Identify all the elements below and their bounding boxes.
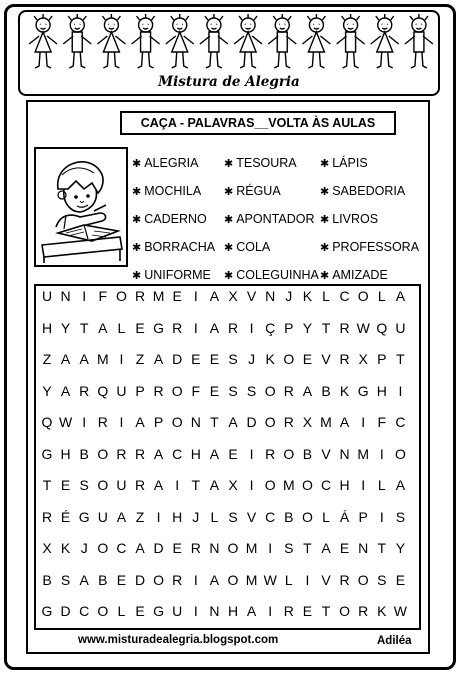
word-label: CADERNO (144, 212, 207, 226)
grid-letter[interactable]: A (153, 351, 164, 367)
child-drawing (36, 149, 126, 265)
grid-letter[interactable]: S (228, 382, 238, 399)
word-list-item (320, 184, 405, 199)
grid-letter[interactable]: Y (42, 382, 52, 399)
grid-letter[interactable]: A (209, 477, 220, 493)
grid-letter[interactable]: O (115, 288, 127, 304)
grid-letter[interactable]: I (175, 477, 180, 493)
kid-figure-icon (337, 14, 365, 68)
grid-letter[interactable]: R (358, 603, 369, 619)
grid-letter[interactable]: C (79, 603, 90, 619)
grid-letter[interactable]: R (283, 382, 294, 399)
grid-letter[interactable]: T (42, 477, 52, 493)
footer-url[interactable]: www.misturadealegria.blogspot.com (78, 634, 279, 646)
grid-letter[interactable]: W (263, 571, 277, 588)
grid-letter[interactable]: A (209, 445, 220, 462)
grid-letter[interactable]: Y (60, 319, 71, 336)
grid-letter[interactable]: D (246, 414, 257, 430)
grid-letter[interactable]: K (377, 603, 387, 619)
grid-letter[interactable]: F (191, 382, 201, 399)
grid-letter[interactable]: V (246, 288, 257, 304)
star-bullet-icon: ✱ (224, 158, 234, 170)
grid-letter[interactable]: S (228, 508, 238, 525)
grid-letter[interactable]: R (283, 603, 294, 619)
grid-letter[interactable]: I (398, 382, 403, 399)
grid-letter[interactable]: L (117, 319, 126, 336)
word-list-item (224, 268, 319, 283)
word-label: BORRACHA (144, 240, 216, 254)
grid-letter[interactable]: A (116, 508, 127, 525)
grid-letter[interactable]: W (58, 414, 73, 430)
grid-letter[interactable]: I (193, 603, 198, 619)
child-studying-illustration (34, 147, 128, 267)
grid-letter[interactable]: N (60, 288, 71, 304)
grid-letter[interactable]: E (135, 603, 145, 619)
grid-letter[interactable]: I (268, 603, 273, 619)
grid-letter[interactable]: M (357, 445, 370, 462)
grid-letter[interactable]: X (302, 414, 313, 430)
word-search-grid (34, 284, 421, 630)
grid-letter[interactable]: T (396, 351, 405, 367)
star-bullet-icon: ✱ (320, 186, 330, 198)
grid-letter[interactable]: R (339, 571, 350, 588)
star-bullet-icon: ✱ (132, 158, 142, 170)
grid-letter[interactable]: O (301, 477, 313, 493)
grid-letter[interactable]: U (97, 508, 108, 525)
grid-letter[interactable]: L (322, 288, 330, 304)
grid-letter[interactable]: I (82, 414, 87, 430)
grid-letter[interactable]: Q (376, 319, 388, 336)
grid-letter[interactable]: T (321, 603, 331, 619)
grid-letter[interactable]: N (209, 540, 220, 556)
grid-letter[interactable]: H (60, 445, 71, 462)
grid-letter[interactable]: P (153, 414, 164, 430)
grid-letter[interactable]: S (284, 540, 294, 556)
grid-letter[interactable]: E (60, 477, 71, 493)
grid-letter[interactable]: O (357, 571, 369, 588)
grid-letter[interactable]: O (283, 351, 295, 367)
grid-letter[interactable]: U (116, 477, 127, 493)
word-label: RÉGUA (236, 184, 281, 198)
grid-letter[interactable]: R (153, 382, 164, 399)
star-bullet-icon: ✱ (224, 242, 234, 254)
grid-letter[interactable]: R (116, 445, 127, 462)
grid-letter[interactable]: A (209, 571, 220, 588)
grid-letter[interactable]: H (190, 445, 201, 462)
grid-letter[interactable]: W (356, 319, 370, 336)
grid-letter[interactable]: A (79, 351, 89, 367)
grid-letter[interactable]: M (245, 540, 258, 556)
grid-letter[interactable]: T (210, 414, 219, 430)
grid-letter[interactable]: Z (135, 351, 145, 367)
grid-letter[interactable]: A (135, 540, 145, 556)
grid-letter[interactable]: R (134, 288, 146, 304)
grid-letter[interactable]: B (98, 571, 108, 588)
kid-figure-icon (63, 14, 91, 68)
grid-letter[interactable]: A (60, 351, 71, 367)
word-label: COLA (236, 240, 271, 254)
grid-letter[interactable]: O (339, 603, 351, 619)
grid-letter[interactable]: R (339, 319, 350, 336)
grid-letter[interactable]: O (97, 540, 109, 556)
grid-letter[interactable]: D (134, 571, 146, 588)
grid-letter[interactable]: S (246, 382, 257, 399)
star-bullet-icon: ✱ (132, 186, 142, 198)
grid-letter[interactable]: É (60, 508, 71, 525)
grid-letter[interactable]: M (320, 414, 332, 430)
grid-letter[interactable]: H (376, 382, 387, 399)
grid-letter[interactable]: Q (41, 414, 53, 430)
word-list-item (320, 240, 419, 255)
grid-letter[interactable]: U (41, 288, 53, 304)
grid-letter[interactable]: A (339, 414, 350, 430)
kid-figure-icon (268, 14, 296, 68)
grid-letter[interactable]: Ç (265, 319, 276, 336)
grid-letter[interactable]: X (228, 288, 238, 304)
grid-letter[interactable]: A (395, 477, 406, 493)
grid-letter[interactable]: T (377, 540, 387, 556)
grid-letter[interactable]: E (172, 288, 182, 304)
grid-letter[interactable]: I (249, 319, 254, 336)
grid-letter[interactable]: E (339, 540, 350, 556)
grid-letter[interactable]: I (361, 477, 366, 493)
star-bullet-icon: ✱ (320, 242, 330, 254)
grid-letter[interactable]: M (96, 351, 109, 367)
star-bullet-icon: ✱ (320, 270, 330, 282)
grid-letter[interactable]: X (42, 540, 52, 556)
grid-letter[interactable]: S (228, 351, 238, 367)
grid-letter[interactable]: R (265, 445, 276, 462)
grid-letter[interactable]: R (339, 351, 350, 367)
grid-letter[interactable]: V (246, 508, 257, 525)
grid-letter[interactable]: O (264, 477, 276, 493)
grid-letter[interactable]: E (209, 351, 220, 367)
grid-letter[interactable]: E (228, 445, 238, 462)
grid-letter[interactable]: C (339, 288, 350, 304)
kid-figure-icon (132, 14, 160, 68)
grid-letter[interactable]: I (379, 508, 384, 525)
grid-letter[interactable]: E (116, 571, 127, 588)
word-label: MOCHILA (144, 184, 202, 198)
star-bullet-icon: ✱ (132, 242, 142, 254)
grid-letter[interactable]: I (249, 445, 254, 462)
grid-letter[interactable]: B (321, 382, 331, 399)
grid-letter[interactable]: E (172, 540, 182, 556)
grid-letter[interactable]: E (209, 382, 220, 399)
grid-letter[interactable]: G (153, 603, 165, 619)
grid-letter[interactable]: G (41, 445, 53, 462)
grid-letter[interactable]: B (302, 445, 313, 462)
grid-letter[interactable]: A (79, 571, 89, 588)
star-bullet-icon: ✱ (132, 214, 142, 226)
word-list-item (132, 156, 198, 171)
grid-letter[interactable]: N (209, 603, 220, 619)
grid-letter[interactable]: K (339, 382, 350, 399)
grid-letter[interactable]: G (78, 508, 90, 525)
grid-letter[interactable]: I (249, 477, 254, 493)
grid-letter[interactable]: V (321, 571, 331, 588)
grid-letter[interactable]: Y (302, 319, 313, 336)
grid-letter[interactable]: A (153, 477, 164, 493)
grid-letter[interactable]: B (79, 445, 89, 462)
grid-letter[interactable]: L (322, 508, 330, 525)
kids-illustration (26, 14, 436, 72)
grid-letter[interactable]: I (119, 351, 124, 367)
grid-letter[interactable]: H (227, 603, 239, 619)
grid-letter[interactable]: L (210, 508, 219, 525)
grid-letter[interactable]: I (305, 571, 310, 588)
grid-letter[interactable]: K (60, 540, 71, 556)
grid-letter[interactable]: M (245, 571, 258, 588)
grid-letter[interactable]: D (172, 351, 183, 367)
grid-letter[interactable]: V (321, 445, 331, 462)
word-list-item (224, 240, 270, 255)
grid-letter[interactable]: A (395, 288, 406, 304)
grid-letter[interactable]: S (79, 477, 89, 493)
grid-letter[interactable]: T (303, 540, 312, 556)
grid-letter[interactable]: C (116, 540, 127, 556)
star-bullet-icon: ✱ (132, 270, 142, 282)
grid-letter[interactable]: Z (42, 351, 52, 367)
grid-letter[interactable]: Z (135, 508, 145, 525)
grid-letter[interactable]: U (395, 319, 406, 336)
grid-letter[interactable]: E (302, 351, 313, 367)
grid-letter[interactable]: O (357, 288, 369, 304)
grid-letter[interactable]: I (361, 414, 366, 430)
grid-letter[interactable]: A (209, 288, 220, 304)
kid-figure-icon (29, 14, 57, 68)
kid-figure-icon (405, 14, 433, 68)
grid-letter[interactable]: R (172, 319, 183, 336)
star-bullet-icon: ✱ (320, 158, 330, 170)
grid-letter[interactable]: S (60, 571, 71, 588)
grid-letter[interactable]: I (268, 540, 273, 556)
grid-letter[interactable]: P (377, 351, 387, 367)
grid-letter[interactable]: R (172, 571, 183, 588)
grid-letter[interactable]: B (42, 571, 52, 588)
grid-letter[interactable]: U (172, 603, 183, 619)
grid-letter[interactable]: B (284, 508, 294, 525)
star-bullet-icon: ✱ (224, 270, 234, 282)
grid-letter[interactable]: G (357, 382, 369, 399)
grid-letter[interactable]: I (379, 445, 384, 462)
grid-letter[interactable]: E (191, 351, 201, 367)
grid-letter[interactable]: R (134, 477, 146, 493)
grid-letter[interactable]: I (156, 508, 161, 525)
grid-letter[interactable]: E (135, 319, 145, 336)
grid-letter[interactable]: O (97, 477, 109, 493)
kid-figure-icon (234, 14, 262, 68)
grid-letter[interactable]: N (190, 414, 201, 430)
kid-figure-icon (200, 14, 228, 68)
grid-letter[interactable]: O (264, 414, 276, 430)
grid-letter[interactable]: A (153, 445, 164, 462)
grid-letter[interactable]: V (321, 351, 331, 367)
grid-letter[interactable]: Q (97, 382, 109, 399)
grid-letter[interactable]: I (82, 288, 87, 304)
grid-letter[interactable]: E (302, 603, 313, 619)
word-label: PROFESSORA (332, 240, 420, 254)
grid-letter[interactable]: T (191, 477, 201, 493)
word-list-item (132, 184, 201, 199)
grid-letter[interactable]: H (172, 508, 183, 525)
word-list-item (132, 240, 215, 255)
brand-title: Mistura de Alegria (158, 74, 300, 90)
grid-letter[interactable]: D (153, 540, 164, 556)
grid-letter[interactable]: J (248, 351, 256, 367)
grid-letter[interactable]: W (393, 603, 407, 619)
grid-letter[interactable]: O (227, 540, 239, 556)
grid-letter[interactable]: N (339, 445, 350, 462)
word-label: TESOURA (236, 156, 297, 170)
grid-letter[interactable]: O (171, 414, 183, 430)
grid-letter[interactable]: O (394, 445, 406, 462)
grid-letter[interactable]: A (98, 319, 108, 336)
grid-letter[interactable]: A (246, 603, 257, 619)
grid-letter[interactable]: F (377, 414, 387, 430)
grid-letter[interactable]: X (228, 477, 238, 493)
word-label: APONTADOR (236, 212, 315, 226)
word-label: COLEGUINHA (236, 268, 319, 282)
grid-letter[interactable]: G (41, 603, 53, 619)
grid-letter[interactable]: O (171, 382, 183, 399)
grid-letter[interactable]: J (285, 288, 293, 304)
star-bullet-icon: ✱ (320, 214, 330, 226)
grid-letter[interactable]: K (265, 351, 275, 367)
grid-letter[interactable]: R (79, 382, 90, 399)
kids-drawing (26, 14, 436, 72)
word-list-item (224, 212, 314, 227)
word-list-item (224, 156, 297, 171)
grid-letter[interactable]: A (228, 414, 238, 430)
word-label: ALEGRIA (144, 156, 199, 170)
grid-letter[interactable]: O (97, 445, 109, 462)
grid-letter[interactable]: O (153, 571, 165, 588)
grid-letter[interactable]: X (358, 351, 368, 367)
grid-letter[interactable]: I (119, 414, 124, 430)
grid-letter[interactable]: K (302, 288, 313, 304)
grid-letter[interactable]: P (135, 382, 145, 399)
word-list-item (320, 212, 378, 227)
star-bullet-icon: ✱ (224, 186, 234, 198)
grid-letter[interactable]: F (98, 288, 108, 304)
grid-letter[interactable]: H (41, 319, 53, 336)
grid-letter[interactable]: I (193, 288, 198, 304)
grid-letter[interactable]: N (358, 540, 369, 556)
word-label: UNIFORME (144, 268, 211, 282)
grid-letter[interactable]: A (321, 540, 331, 556)
word-list-item (224, 184, 281, 199)
grid-letter[interactable]: S (395, 508, 406, 525)
grid-letter[interactable]: L (377, 477, 386, 493)
word-label: LÁPIS (332, 156, 368, 170)
header-banner (18, 10, 440, 96)
word-list-item (132, 212, 207, 227)
worksheet-title: CAÇA - PALAVRAS__VOLTA ÀS AULAS (120, 111, 396, 135)
grid-letter[interactable]: L (377, 288, 386, 304)
grid-letter[interactable]: J (192, 508, 200, 525)
grid-letter[interactable]: O (283, 445, 295, 462)
word-label: AMIZADE (332, 268, 388, 282)
grid-letter[interactable]: R (134, 445, 146, 462)
grid-letter[interactable]: R (283, 414, 294, 430)
grid-letter[interactable]: R (190, 540, 201, 556)
kid-figure-icon (97, 14, 125, 68)
grid-letter[interactable]: E (395, 571, 406, 588)
grid-letter[interactable]: U (116, 382, 127, 399)
grid-letter[interactable]: H (339, 477, 350, 493)
grid-letter[interactable]: L (284, 571, 293, 588)
grid-letter[interactable]: Á (339, 508, 350, 525)
grid-letter[interactable]: O (97, 603, 109, 619)
grid-letter[interactable]: P (358, 508, 368, 525)
grid-letter[interactable]: A (60, 382, 71, 399)
grid-letter[interactable]: O (227, 571, 239, 588)
grid-letter[interactable]: T (321, 319, 331, 336)
grid-letter[interactable]: S (377, 571, 387, 588)
word-label: SABEDORIA (332, 184, 406, 198)
grid-letter[interactable]: O (301, 508, 313, 525)
grid-letter[interactable]: A (302, 382, 313, 399)
kid-figure-icon (166, 14, 194, 68)
grid-letter[interactable]: T (79, 319, 89, 336)
grid-letter[interactable]: C (172, 445, 183, 462)
word-list-item (132, 268, 211, 283)
grid-letter[interactable]: J (80, 540, 88, 556)
grid-letter[interactable]: C (265, 508, 276, 525)
word-label: LIVROS (332, 212, 379, 226)
footer-author: Adiléa (377, 635, 412, 647)
grid-letter[interactable]: A (209, 319, 220, 336)
grid-letter[interactable]: R (227, 319, 239, 336)
grid-letter[interactable]: M (282, 477, 295, 493)
kid-figure-icon (371, 14, 399, 68)
grid-letter[interactable]: R (97, 414, 108, 430)
grid-letter[interactable]: A (135, 414, 145, 430)
grid-letter[interactable]: N (265, 288, 276, 304)
grid-letter[interactable]: C (395, 414, 406, 430)
word-list-item (320, 156, 368, 171)
grid-letter[interactable]: D (60, 603, 71, 619)
word-list-item (320, 268, 388, 283)
grid-letter[interactable]: R (41, 508, 53, 525)
grid-letter[interactable]: C (320, 477, 332, 493)
grid-letter[interactable]: M (152, 288, 165, 304)
grid-letter[interactable]: I (193, 319, 198, 336)
grid-letter[interactable]: P (284, 319, 294, 336)
kid-figure-icon (302, 14, 330, 68)
grid-letter[interactable]: I (193, 571, 198, 588)
grid-letter[interactable]: O (264, 382, 276, 399)
star-bullet-icon: ✱ (224, 214, 234, 226)
grid-letter[interactable]: G (153, 319, 165, 336)
grid-letter[interactable]: Y (395, 540, 406, 556)
grid-letter[interactable]: L (117, 603, 126, 619)
